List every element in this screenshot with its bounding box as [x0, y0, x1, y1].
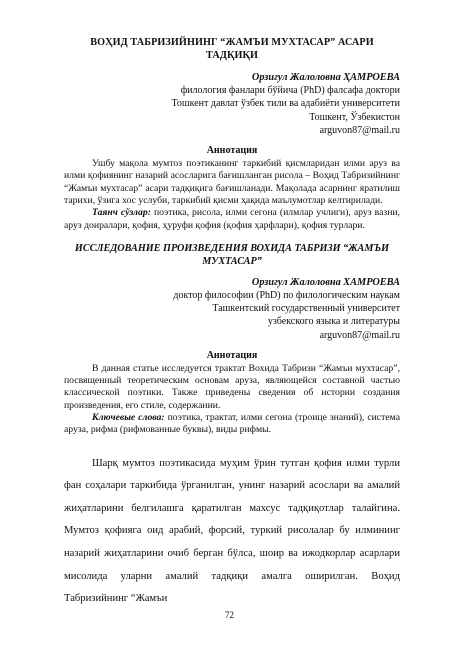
ru-keywords — [64, 412, 400, 437]
ru-keywords-text: поэтика, трактат, илми сегона (троице знаний), система аруза, рифма (рифмованные буквы), виды рифмы. — [64, 412, 400, 436]
ru-author-email: arguvon87@mail.ru — [319, 329, 400, 341]
ru-author-block — [64, 276, 400, 342]
ru-author-degree: доктор философии (PhD) по филологическим наукам — [173, 290, 400, 301]
body-paragraph: Шарқ мумтоз поэтикасида муҳим ўрин тутган қофия илми турли фан соҳалари таркибида ўрганилган, унинг назарий асослари ва амалий жиҳатларини белгилашга қаратилган махсус тадқиқотлар талайгина. Мумтоз қофияга оид арабий, форсий, туркий рисолалар бу илмининг назарий жиҳатларини очиб берган бўлса, шоир ва ижодкорлар асарлари мисолида уларни амалий тадқиқи амалга оширилган. Воҳид Табризийнинг “Жамъи — [64, 457, 400, 605]
uz-author-university: Тошкент давлат ўзбек тили ва адабиёти университети — [171, 98, 400, 110]
article-page — [64, 36, 400, 611]
uz-keywords-label: Таянч сўзлар: — [92, 207, 151, 219]
uz-abstract-text: Ушбу мақола мумтоз поэтиканинг таркибий қисмларидан илми аруз ва илми қофиянинг назарий асосларига бағишланган рисола – Воҳид Табризийнинг “Жамъи мухтасар” асари тадқиқига бағишланади. Мақолада асарнинг яратилиш тарихи, ўзига хос услуби, таркибий қисми ҳақида маълумотлар келтирилади. — [64, 158, 400, 206]
uz-article-title: ВОҲИД ТАБРИЗИЙНИНГ “ЖАМЪИ МУХТАСАР” АСАРИ ТАДҚИҚИ — [90, 37, 374, 61]
uz-author-location: Тошкент, Ўзбекистон — [309, 111, 400, 123]
uz-author-email: arguvon87@mail.ru — [319, 124, 400, 136]
ru-author-university-cont: узбекского языка и литературы — [267, 316, 400, 328]
ru-abstract-text: В данная статье исследуется трактат Вохида Табризи “Жамъи мухтасар”, посвященный теоретическим основам аруза, являющейся составной частью классической поэтики. Также приведены сведения об истории создания произведения, его стиле, содержании. — [64, 362, 400, 411]
uz-abstract-heading: Аннотация — [206, 145, 258, 157]
ru-abstract-heading: Аннотация — [206, 349, 258, 361]
uz-keywords-text: поэтика, рисола, илми сегона (илмлар учлиги), аруз вазни, аруз доиралари, қофия, ҳуруфи қофия (қофия ҳарфлари), қофия турлари. — [64, 207, 400, 231]
uz-keywords — [64, 207, 400, 232]
uz-author-block — [64, 71, 400, 137]
ru-article-title: ИССЛЕДОВАНИЕ ПРОИЗВЕДЕНИЯ ВОХИДА ТАБРИЗИ “ЖАМЪИ МУХТАСАР” — [74, 242, 390, 267]
uz-author-degree: филология фанлари бўйича (PhD) фалсафа доктори — [180, 85, 400, 97]
page-number: 72 — [225, 610, 234, 620]
ru-author-university: Ташкентский государственный университет — [212, 303, 400, 315]
ru-keywords-label: Ключевые слова: — [92, 412, 165, 423]
ru-author-name: Орзигул Жалоловна ХАМРОЕВА — [251, 276, 400, 288]
uz-author-name: Орзигул Жалоловна ҲАМРОЕВА — [251, 72, 400, 83]
